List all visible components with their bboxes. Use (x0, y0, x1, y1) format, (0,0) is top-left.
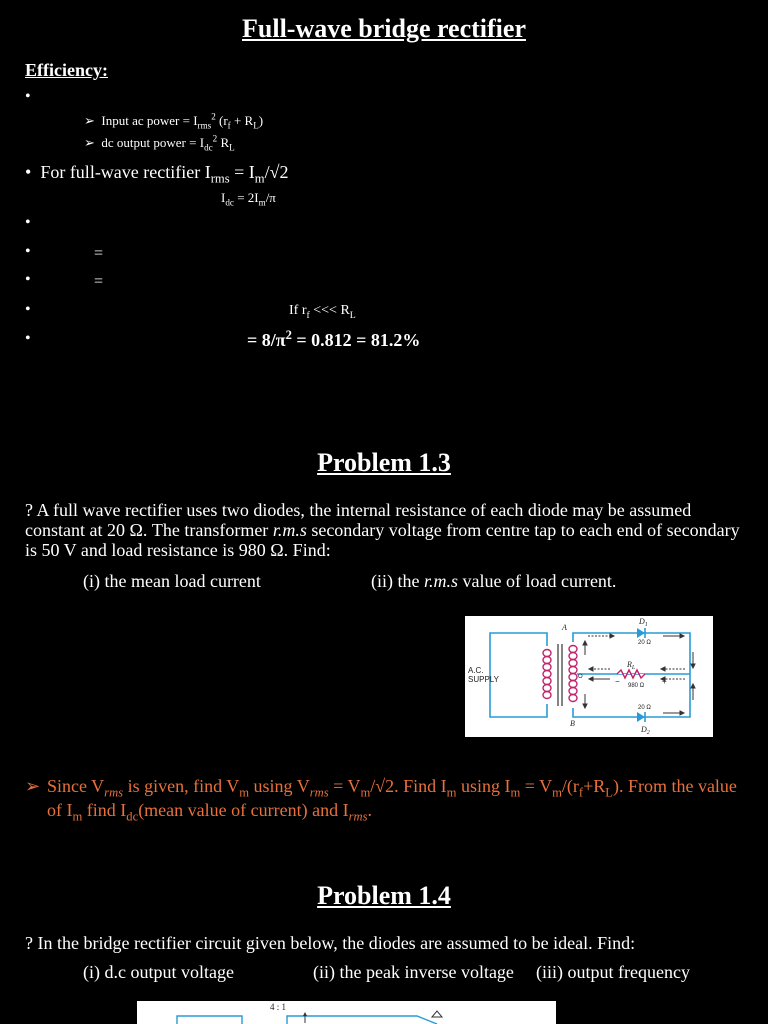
current-arrow-icon (303, 1012, 307, 1016)
load-resistor-label: $R_L$ (627, 660, 636, 671)
bullet-dot: • (25, 162, 32, 182)
transformer-coils (543, 646, 577, 702)
condition-line: If $r_f$ <<< $R_L$ (289, 303, 356, 321)
centre-tap-rectifier-diagram (465, 616, 713, 737)
dc-power-line: ➢ dc output power = $I_{dc}^2$ $R_L$ (84, 133, 235, 153)
primary-bottom-wire (513, 704, 547, 717)
efficiency-heading: Efficiency: (25, 60, 108, 80)
problem-1-4-part-i: (i) d.c output voltage (83, 962, 234, 982)
node-b-label: B (570, 719, 575, 728)
primary-wire (177, 1016, 242, 1024)
bullet-dot: • (25, 88, 31, 105)
arrow-bullet-icon: ➢ (25, 776, 41, 796)
turns-ratio-label: 4 : 1 (270, 1002, 287, 1012)
r1-value: 20 Ω (638, 640, 651, 646)
supply-label-2: SUPPLY (468, 675, 499, 684)
bullet-dot: • (25, 271, 31, 288)
circuit-diagram-svg (465, 616, 713, 737)
diode-d1-icon (637, 628, 645, 638)
minus-sign: − (615, 677, 620, 686)
problem-1-3-text: ? A full wave rectifier uses two diodes, the internal resistance of each diode may be assumed constant at 20 Ω. The transformer r.m.s secondary voltage from centre tap to each end of secondary is 50 V and load resistance is 980 Ω. Find: (25, 500, 740, 560)
supply-label: A.C. (468, 666, 484, 675)
bullet-dot: • (25, 243, 31, 260)
secondary-wire (287, 1016, 437, 1024)
equals-sign: = (94, 245, 104, 262)
bridge-rectifier-diagram (137, 1001, 556, 1024)
equals-sign: = (94, 273, 104, 290)
primary-top-wire (513, 633, 547, 646)
load-resistor-icon (617, 670, 645, 678)
arrow-bullet-icon: ➢ (84, 135, 95, 150)
centre-tap-label: O (578, 674, 583, 680)
bullet-dot: • (25, 301, 31, 318)
problem-1-3-part-i: (i) the mean load current (83, 571, 261, 591)
efficiency-result: = $8/\pi^2 = 0.812 = 81.2\%$ (247, 328, 421, 350)
fullwave-irms-line: • For full-wave rectifier $I_{rms} = I_m/√2$ (25, 162, 289, 186)
problem-1-4-title: Problem 1.4 (317, 881, 451, 910)
diode-icon (432, 1011, 442, 1017)
bullet-dot: • (25, 214, 31, 231)
idc-line: $I_{dc} = 2I_m/\pi$ (221, 190, 276, 208)
r2-value: 20 Ω (638, 705, 651, 711)
diode-d2-label: $D_2$ (641, 725, 650, 736)
problem-1-3-title: Problem 1.3 (317, 448, 451, 477)
input-power-line: ➢ Input ac power = $I_{rms}^2$ $(r_f + R_L)$ (84, 111, 264, 131)
diode-d2-icon (637, 712, 645, 722)
node-a-label: A (562, 623, 567, 632)
rl-value: 980 Ω (628, 683, 645, 689)
diode-d1-label: $D_1$ (639, 617, 648, 628)
bridge-diagram-svg (137, 1001, 556, 1024)
problem-1-4-text: ? In the bridge rectifier circuit given below, the diodes are assumed to be ideal. Find: (25, 933, 636, 953)
plus-sign: + (662, 677, 667, 686)
slide-title: Full-wave bridge rectifier (242, 14, 526, 43)
bullet-dot: • (25, 330, 31, 347)
problem-1-4-part-iii: (iii) output frequency (536, 962, 690, 982)
arrow-bullet-icon: ➢ (84, 113, 95, 128)
problem-1-4-part-ii: (ii) the peak inverse voltage (313, 962, 514, 982)
problem-1-3-part-ii: (ii) the r.m.s value of load current. (371, 571, 617, 591)
problem-1-3-hint: Since $V_{rms}$ is given, find $V_m$ using $V_{rms} = V_m/√2$. Find $I_m$ using $I_m = V_m/(r_f+R_L)$. From the value of $I_m$ find $I_{dc}(mean$ value of current) and $I_{rms}$. (47, 776, 737, 824)
